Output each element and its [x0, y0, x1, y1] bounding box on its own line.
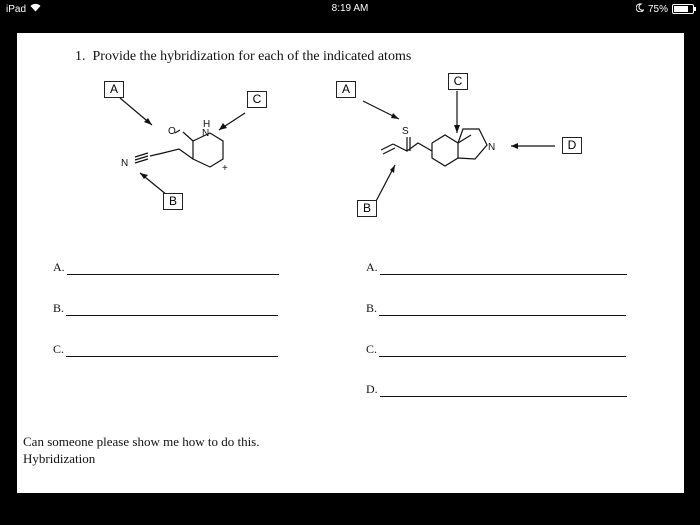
post-line-1: Can someone please show me how to do this.: [23, 434, 260, 449]
atom-n3: N: [488, 142, 496, 153]
answer-left-b[interactable]: B.: [53, 301, 278, 316]
answer-right-a[interactable]: A.: [366, 260, 627, 275]
label-b1: B: [163, 193, 183, 210]
battery-percent: 75%: [647, 3, 668, 15]
question-text: Provide the hybridization for each of the indicated atoms: [92, 49, 412, 64]
answer-right-b[interactable]: B.: [366, 301, 626, 316]
moon-icon: [636, 3, 644, 15]
vinyl-chain: [393, 143, 432, 151]
atom-o: O: [168, 126, 176, 137]
label-a2: A: [336, 81, 356, 98]
question-number: 1.: [75, 49, 86, 64]
atom-charge: +: [222, 163, 228, 174]
answer-right-d[interactable]: D.: [366, 382, 627, 397]
label-c1: C: [247, 91, 267, 108]
status-bar: [0, 0, 700, 18]
clock: 8:19 AM: [331, 3, 369, 14]
atom-h: H: [203, 119, 211, 130]
cyclohexane-ring-left: [432, 135, 458, 166]
answer-right-c[interactable]: C.: [366, 342, 626, 357]
fused-ring-right: [458, 129, 487, 159]
device-name: iPad: [6, 3, 27, 15]
label-b2: B: [357, 200, 377, 217]
chain-bond: [150, 149, 193, 159]
label-c2: C: [448, 73, 468, 90]
answer-left-a[interactable]: A.: [53, 260, 279, 275]
document-page: [17, 33, 684, 493]
label-a1: A: [104, 81, 124, 98]
post-line-2: Hybridization: [23, 451, 96, 466]
post-text: [23, 433, 260, 467]
answer-left-c[interactable]: C.: [53, 342, 278, 357]
vinyl-double-2: [381, 144, 393, 150]
vinyl-double-1: [383, 148, 395, 154]
label-d2: D: [562, 137, 582, 154]
atom-s: S: [402, 126, 409, 137]
battery-icon: [672, 4, 694, 14]
atom-n1: N: [202, 128, 210, 139]
molecule-diagrams: [17, 33, 684, 233]
aldehyde-bond: [183, 132, 193, 141]
atom-n2: N: [121, 158, 129, 169]
